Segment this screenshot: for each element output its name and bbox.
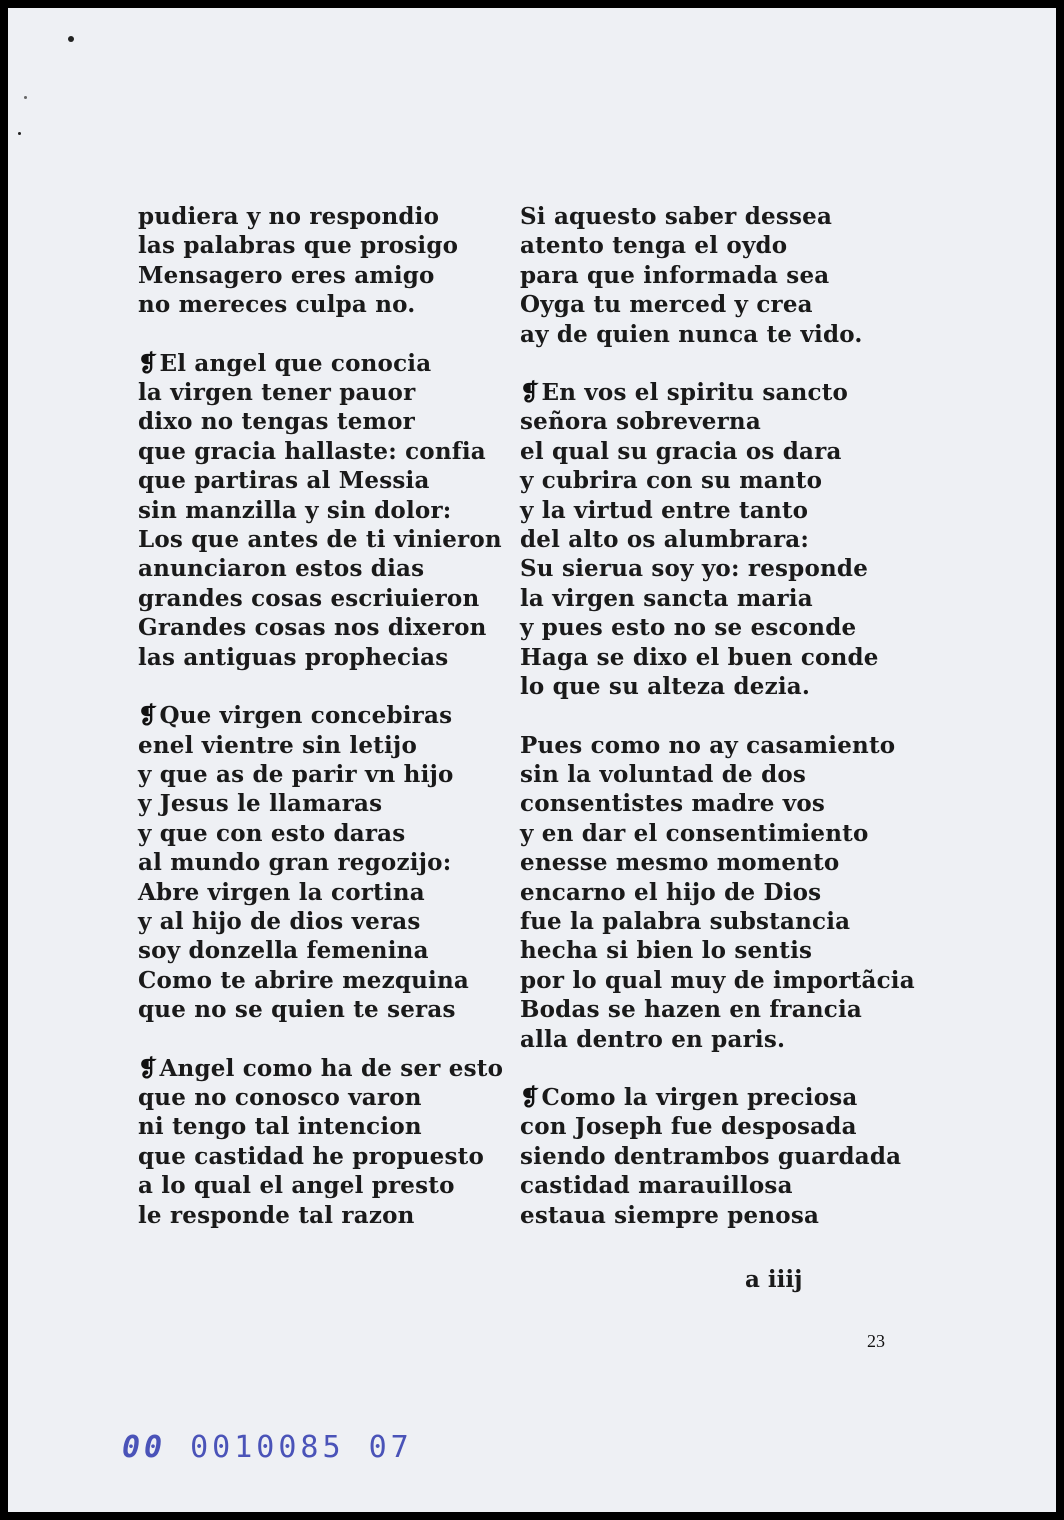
verse-text: grandes cosas escriuieron [138, 584, 480, 612]
verse-line [520, 848, 915, 877]
verse-text: consentistes madre vos [520, 790, 826, 818]
verse-text: Grandes cosas nos dixeron [138, 614, 487, 642]
verse-line [520, 995, 915, 1024]
verse-line [138, 966, 503, 995]
verse-line [138, 437, 503, 466]
verse-text: soy donzella femenina [138, 937, 429, 965]
verse-text: Si aquesto saber dessea [520, 203, 833, 230]
verse-text: el qual su gracia os dara [520, 437, 842, 465]
verse-text: sin la voluntad de dos [520, 760, 807, 788]
verse-line [520, 496, 915, 525]
verse-text: y la virtud entre tanto [520, 496, 809, 524]
verse-line [520, 672, 915, 701]
verse-line [138, 613, 503, 642]
verse-text: a lo qual el angel presto [138, 1172, 455, 1200]
verse-line [520, 789, 915, 818]
verse-text: ay de quien nunca te vido. [520, 320, 863, 348]
verse-line [138, 760, 503, 789]
verse-line [520, 231, 915, 260]
verse-text: dixo no tengas temor [138, 408, 415, 436]
verse-text: pudiera y no respondio [138, 203, 440, 230]
ink-speck [24, 96, 27, 99]
verse-text: señora sobreverna [520, 408, 761, 436]
verse-text: que no conosco varon [138, 1083, 422, 1111]
verse-text: Los que antes de ti vinieron [138, 526, 502, 554]
verse-text: y que as de parir vn hijo [138, 760, 454, 788]
verse-text: que no se quien te seras [138, 996, 456, 1024]
verse-line [520, 819, 915, 848]
verse-line [520, 407, 915, 436]
signature-mark: a iiij [745, 1266, 803, 1293]
verse-line [520, 437, 915, 466]
left-column [138, 202, 503, 1259]
verse-line [520, 643, 915, 672]
stanza [138, 349, 503, 672]
verse-line [138, 378, 503, 407]
verse-text: la virgen sancta maria [520, 584, 813, 612]
verse-line [520, 966, 915, 995]
verse-line [520, 320, 915, 349]
verse-text: sin manzilla y sin dolor: [138, 496, 452, 524]
verse-text: hecha si bien lo sentis [520, 937, 813, 965]
verse-line [138, 848, 503, 877]
verse-line [520, 290, 915, 319]
verse-text: siendo dentrambos guardada [520, 1142, 902, 1170]
verse-line [138, 731, 503, 760]
verse-line [138, 261, 503, 290]
verse-line [138, 466, 503, 495]
stanza [138, 1054, 503, 1230]
verse-line [520, 261, 915, 290]
verse-line [138, 554, 503, 583]
stamp-suffix: 07 [368, 1430, 413, 1465]
verse-line [138, 584, 503, 613]
verse-line [138, 525, 503, 554]
verse-line [520, 1025, 915, 1054]
verse-text: que gracia hallaste: confia [138, 437, 486, 465]
verse-line [520, 525, 915, 554]
verse-line [520, 1201, 915, 1230]
verse-line [138, 290, 503, 319]
verse-text: enel vientre sin letijo [138, 731, 417, 759]
verse-line [138, 1201, 503, 1230]
verse-text: En vos el spiritu sancto [541, 379, 849, 407]
verse-line [520, 1171, 915, 1200]
pilcrow-icon: ❡ [520, 1083, 540, 1111]
verse-text: para que informada sea [520, 261, 830, 289]
stanza [138, 202, 503, 320]
verse-line [138, 407, 503, 436]
stamp-number: 0010085 [190, 1430, 345, 1465]
pilcrow-icon: ❡ [520, 379, 540, 407]
ink-speck [18, 132, 21, 135]
verse-text: y en dar el consentimiento [520, 819, 869, 847]
verse-text: del alto os alumbrara: [520, 526, 810, 554]
verse-line [138, 907, 503, 936]
verse-line [138, 936, 503, 965]
verse-text: Mensagero eres amigo [138, 261, 435, 289]
stanza [520, 378, 915, 701]
verse-line [138, 1171, 503, 1200]
page-number: 23 [867, 1331, 885, 1351]
stanza [520, 202, 915, 349]
verse-text: Bodas se hazen en francia [520, 996, 863, 1024]
stanza [138, 701, 503, 1024]
verse-text: las antiguas prophecias [138, 643, 449, 671]
verse-text: por lo qual muy de importãcia [520, 966, 915, 994]
verse-line [520, 731, 915, 760]
verse-text: El angel que conocia [159, 349, 432, 377]
verse-text: la virgen tener pauor [138, 379, 416, 407]
verse-line [520, 1142, 915, 1171]
verse-line [138, 202, 503, 231]
verse-text: al mundo gran regozijo: [138, 849, 452, 877]
verse-line [138, 995, 503, 1024]
verse-text: y pues esto no se esconde [520, 614, 857, 642]
verse-line [520, 554, 915, 583]
verse-text: estaua siempre penosa [520, 1201, 820, 1229]
pilcrow-icon: ❡ [138, 1054, 158, 1082]
stanza [520, 1083, 915, 1230]
verse-text: Abre virgen la cortina [138, 878, 425, 906]
verse-text: enesse mesmo momento [520, 849, 840, 877]
verse-line [138, 1083, 503, 1112]
verse-text: Como te abrire mezquina [138, 966, 469, 994]
verse-line [138, 701, 503, 730]
verse-line [138, 349, 503, 378]
stanza [520, 731, 915, 1054]
verse-text: encarno el hijo de Dios [520, 878, 822, 906]
right-column [520, 202, 915, 1259]
verse-text: lo que su alteza dezia. [520, 673, 811, 701]
verse-line [520, 613, 915, 642]
verse-text: que castidad he propuesto [138, 1142, 484, 1170]
verse-text: las palabras que prosigo [138, 232, 459, 260]
verse-text: anunciaron estos dias [138, 555, 425, 583]
verse-line [138, 1142, 503, 1171]
verse-text: y al hijo de dios veras [138, 907, 421, 935]
verse-text: Angel como ha de ser esto [159, 1054, 504, 1082]
verse-text: Oyga tu merced y crea [520, 291, 813, 319]
verse-line [520, 936, 915, 965]
verse-line [138, 819, 503, 848]
verse-line [520, 202, 915, 231]
verse-text: fue la palabra substancia [520, 907, 851, 935]
archive-stamp [122, 1430, 413, 1465]
verse-line [520, 760, 915, 789]
verse-text: Como la virgen preciosa [541, 1083, 858, 1111]
verse-line [138, 496, 503, 525]
verse-text: castidad marauillosa [520, 1172, 793, 1200]
verse-text: le responde tal razon [138, 1201, 415, 1229]
verse-text: Pues como no ay casamiento [520, 731, 896, 759]
verse-line [138, 878, 503, 907]
verse-text: Que virgen concebiras [159, 702, 453, 730]
pilcrow-icon: ❡ [138, 702, 158, 730]
verse-line [138, 1112, 503, 1141]
verse-line [520, 584, 915, 613]
verse-line [520, 907, 915, 936]
verse-text: alla dentro en paris. [520, 1025, 786, 1053]
verse-line [138, 643, 503, 672]
verse-text: que partiras al Messia [138, 467, 430, 495]
verse-line [520, 466, 915, 495]
verse-text: y cubrira con su manto [520, 467, 823, 495]
verse-text: y que con esto daras [138, 819, 406, 847]
verse-text: ni tengo tal intencion [138, 1113, 422, 1141]
verse-text: no mereces culpa no. [138, 291, 416, 319]
verse-line [138, 1054, 503, 1083]
verse-text: con Joseph fue desposada [520, 1113, 857, 1141]
ink-speck [68, 36, 74, 42]
pilcrow-icon: ❡ [138, 349, 158, 377]
stamp-prefix: 00 [122, 1430, 167, 1465]
verse-text: Su sierua soy yo: responde [520, 555, 869, 583]
verse-line [138, 231, 503, 260]
verse-line [138, 789, 503, 818]
verse-line [520, 1083, 915, 1112]
verse-text: y Jesus le llamaras [138, 790, 383, 818]
verse-line [520, 1112, 915, 1141]
verse-text: Haga se dixo el buen conde [520, 643, 879, 671]
verse-line [520, 878, 915, 907]
verse-text: atento tenga el oydo [520, 232, 788, 260]
verse-line [520, 378, 915, 407]
